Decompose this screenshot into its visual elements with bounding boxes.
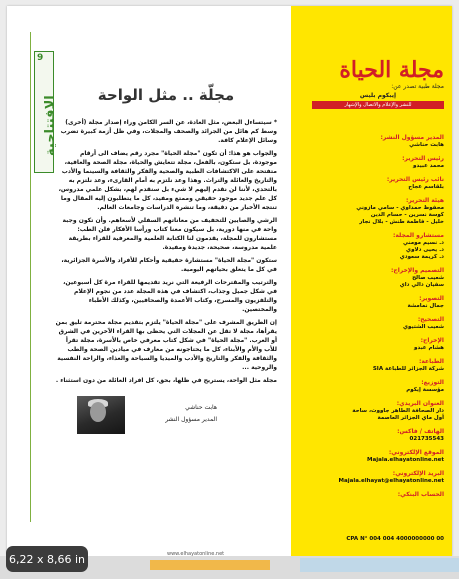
staff-label: التصحيح: — [417, 316, 444, 323]
staff-label: الإخراج: — [420, 337, 444, 344]
magazine-logo-block — [312, 58, 444, 109]
staff-value: جمال نمامشة — [407, 303, 444, 309]
staff-label: التصميم والإخراج: — [390, 267, 444, 274]
cpa-account: CPA N° 004 004 4000000000 00 — [346, 536, 444, 542]
staff-item — [308, 379, 444, 394]
staff-item — [308, 470, 444, 485]
staff-value: محفوظ حمداوي - سامي مازوني كوسة نسرين - حسام الدين خليل - فاطمة طنش - بلال نجار — [356, 205, 444, 225]
staff-item — [308, 400, 444, 422]
page-size-indicator: 6,22 x 8,66 in — [6, 546, 88, 572]
margin-divider — [30, 32, 31, 522]
staff-value: د. نسيم مومني د. يحيى دلاوي د. كريمة سعودي — [399, 240, 444, 260]
staff-label: نائب رئيس التحرير: — [386, 176, 444, 183]
staff-label: التوزيع: — [421, 379, 444, 386]
magazine-logo: مجلة الحياة — [339, 57, 444, 83]
staff-label: العنوان البريدي: — [396, 400, 444, 407]
staff-value: بلقاسم عجاج — [408, 184, 444, 190]
article-paragraph: الرشي والصايين للتخفيف من معاناتهم السفلي لأسعاهم. وأن تكون وجبة واحة في منها دورية، بل سيكون معنا كتاب ورأسا الأفكار فلن الطب: مستشارون للمجلة، يقدمون لنا الكتابة العلمية والمعرفية للقراء بطريقة علمية مدروسة، صحيحة، جديدة ومفيدة. — [62, 217, 277, 251]
staff-item — [308, 337, 444, 352]
staff-value: شركة الجزائر للطباعة SIA — [372, 366, 444, 372]
section-title: الافتتاحية — [43, 95, 58, 156]
author-role: المدير مسؤول النشر — [165, 416, 217, 423]
logo-subtitle: مجلة طبية تصدر عن: — [391, 83, 444, 90]
author-photo-face — [90, 402, 106, 422]
footer-url: www.elhayatonline.net — [167, 551, 225, 556]
article-body — [55, 118, 277, 385]
article-paragraph: والترتيب والمقترحات الرفيعة التي نريد تقديمها للقراء مرة كل أسبوعين، في شكل جميل وجذاب، اكتشاف في هذه المجلة عدد من نجوم الإعلام والتلفزيون والمسرح، وكتاب الأعمدة والصحافيين، وكذلك الأطباء والمختصين. — [63, 279, 277, 313]
author-block — [77, 396, 217, 436]
staff-list — [308, 134, 444, 505]
staff-label: التصوير: — [419, 295, 444, 302]
article-paragraph: مجلة مثل الواحة، يستريح في ظلها، بحق، كل افراد العائلة من دون استثناء . — [55, 377, 277, 384]
publisher-name: إيبكوم بليس — [359, 92, 397, 99]
staff-label: الحساب البنكي: — [397, 491, 444, 498]
phone-value: 021735543 — [409, 436, 444, 442]
staff-item — [308, 176, 444, 191]
staff-item — [308, 295, 444, 310]
publisher-tagline: للنشر والإعلام والاتصال والإشهار — [312, 101, 444, 109]
staff-item — [308, 134, 444, 149]
email-value: Majala.elhayat@elhayatonline.net — [338, 478, 444, 484]
staff-value: شعيب صالح سفيان دالي داي — [399, 275, 444, 288]
staff-item — [308, 428, 444, 443]
author-name: هابت حناشي — [185, 404, 217, 411]
staff-value: مؤسسة إيكوم — [406, 387, 444, 393]
article-title: مجلّة .. مثل الواحة — [97, 86, 235, 104]
staff-label: البريد الإلكتروني: — [392, 470, 444, 477]
staff-value: محمد عبيدو — [413, 163, 444, 169]
article-paragraph: والجواب هو هذا: أن تكون "مجلة الحياة" مجرد رقم يضاف الى أرقام موجودة، بل ستكون، بالفعل، مجلة تتعايش والحياة، مجلة الصحة والعافية، متفتحة على الاكتشافات الطبية والصحية والفكر والثقافة والسينما والأدب والتاريخ والعائلة والتراث. وهذا وعد نلتزم به أمام القارىء، وعد نلتزم به بالتحدي، لأننا لن نقدم إليهم لا شيء بل سنقدم لهم، بشكل علمي مدروس، كل علم جديد موجود حقيقي وممتع ومفيد، كل ما يتطلبون إليه المقال وما تنتجه الأخبار من دقيقة، وما تنشره الدراسات وجامعات العالم. — [58, 150, 277, 211]
page-number: 9 — [37, 53, 44, 63]
staff-item — [308, 267, 444, 289]
website-value: Majala.elhayatonline.net — [367, 457, 444, 463]
staff-item — [308, 316, 444, 331]
staff-item — [308, 449, 444, 464]
staff-item — [308, 232, 444, 261]
next-page-ad — [300, 558, 459, 572]
editorial-article — [55, 86, 277, 389]
staff-label: الهاتف / فاكس: — [397, 428, 444, 435]
author-photo — [77, 396, 125, 434]
staff-value: دار الصحافة الطاهر جاووت، ساحة أول ماي الجزائر العاصمة — [352, 408, 444, 421]
staff-label: الموقع الإلكتروني: — [388, 449, 444, 456]
staff-value: هابت حناشي — [409, 142, 444, 148]
magazine-page — [7, 6, 452, 556]
staff-label: الطباعة: — [419, 358, 444, 365]
staff-label: المدير مسؤول النشر: — [380, 134, 444, 141]
staff-item — [308, 491, 444, 499]
article-paragraph: إن الطريق المشرف على "مجلة الحياة" يلتزم بتقديم مجلة محترمة تليق بمن يقرأها، مجلة لا تقل عن المجلات التي يحظى بها القراء الآخرين في الشرق أو الغرب. "مجلة الحياة" في شكل كتاب معرفي خاص بالأسرة، مجلة تقرأ للأب والأم والأبناء، كل ما يحتاجونه من معارف في ميادين الصحة والطب والثقافة والفكر والتاريخ والأدب والميديا والسياحة والغذاء، والراحة النفسية والروحية ... — [55, 319, 277, 371]
article-paragraph: * سيتساءل البعض، مثل العادة، عن السر الكامن وراء إصدار مجلة (أخرى) وسط كم هائل من الجرائد والصحف والمجلات، وفي ظل أزمة كبيرة تضرب وسائل الإعلام كافة. — [60, 119, 277, 144]
staff-label: رئيس التحرير: — [402, 155, 444, 162]
staff-value: شعيب الشتيوي — [402, 324, 444, 330]
article-paragraph: ستكون "مجلة الحياة" مستشارة حقيقية وأحكام للأفراد والأسرة الجزائرية، في كل ما يتعلق بحياتهم اليومية. — [61, 257, 277, 273]
next-page-banner — [150, 560, 270, 570]
staff-item — [308, 197, 444, 226]
staff-value: هشام عبدو — [413, 345, 444, 351]
staff-label: مستشارو المجلة: — [392, 232, 444, 239]
masthead-column — [291, 6, 452, 556]
staff-item — [308, 358, 444, 373]
staff-label: هيئة التحرير: — [406, 197, 444, 204]
staff-item — [308, 155, 444, 170]
